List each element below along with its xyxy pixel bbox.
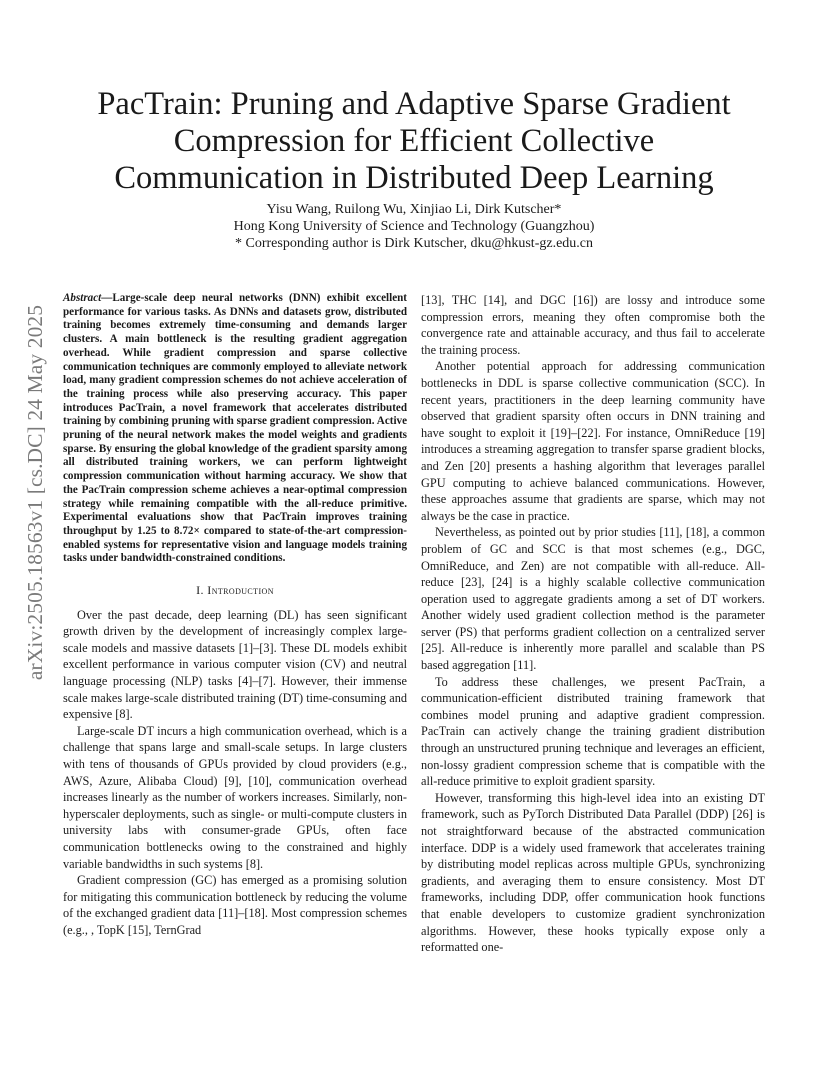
- paragraph: Nevertheless, as pointed out by prior studies [11], [18], a common problem of GC and SCC is that most schemes (e.g., DGC, OmniReduce, and Zen) are not compatible with all-reduce. All-reduce [23], [24] is a highly scalable collective communication operation used to aggregate gradients among a set of DT workers. Another widely used gradient collection method is the parameter server (PS) that performs gradient collection on a centralized server [25]. All-reduce is inherently more parallel and scalable than PS based aggregation [11].: [421, 525, 765, 673]
- paragraph: Another potential approach for addressing communication bottlenecks in DDL is sparse collective communication (SCC). In recent years, practitioners in the deep learning community have observed that gradient sparsity often occurs in DNN training and have sought to exploit it [19]–[22]. For instance, OmniReduce [19] introduces a streaming aggregation to transfer sparse gradient blocks, and Zen [20] presents a hashing algorithm that leverages parallel GPU computing to achieve balanced communications. However, these approaches assume that gradients are sparse, which may not always be the case in practice.: [421, 359, 765, 523]
- section-heading-introduction: I. Introduction: [196, 583, 274, 598]
- right-column: [421, 292, 765, 956]
- left-column: [63, 292, 407, 939]
- paragraph: To address these challenges, we present PacTrain, a communication-efficient distributed training framework that combines model pruning and adaptive gradient compression. PacTrain can actively change the training gradient distribution through an unstructured pruning technique and leverages an efficient, non-lossy gradient compression scheme that is compatible with the all-reduce primitive to exploit gradient sparsity.: [421, 674, 765, 789]
- paragraph: [13], THC [14], and DGC [16]) are lossy and introduce some compression errors, meaning they often compromise both the convergence rate and attainable accuracy, and thus fail to accelerate the training process.: [421, 293, 765, 357]
- paragraph: Gradient compression (GC) has emerged as a promising solution for mitigating this communication bottleneck by reducing the volume of the exchanged gradient data [11]–[18]. Most compression schemes (e.g., , TopK [15], TernGrad: [63, 873, 407, 937]
- arxiv-identifier-stamp: [22, 295, 50, 690]
- title-line: PacTrain: Pruning and Adaptive Sparse Gradient: [97, 85, 731, 122]
- arxiv-identifier-text: arXiv:2505.18563v1 [cs.DC] 24 May 2025: [23, 304, 48, 681]
- author-names: Yisu Wang, Ruilong Wu, Xinjiao Li, Dirk Kutscher*: [266, 202, 562, 217]
- paper-title: [60, 86, 768, 197]
- abstract-label: Abstract: [63, 292, 102, 304]
- author-affiliation: Hong Kong University of Science and Technology (Guangzhou): [233, 219, 595, 234]
- title-line: Compression for Efficient Collective: [173, 122, 655, 159]
- author-block: [60, 201, 768, 252]
- paragraph: Large-scale DT incurs a high communication overhead, which is a challenge that spans large and small-scale setups. In large clusters with tens of thousands of GPUs provided by cloud providers (e.g., AWS, Azure, Alibaba Cloud) [9], [10], communication overhead increases linearly as the number of workers increases. Similarly, non-hyperscaler deployments, such as single- or multi-compute clusters in university labs with consumer-grade GPUs, often face communication bottlenecks owing to the constrained and highly variable bandwidths in such systems [8].: [63, 723, 407, 871]
- corresponding-author-note: * Corresponding author is Dirk Kutscher, dku@hkust-gz.edu.cn: [235, 236, 593, 251]
- title-line: Communication in Distributed Deep Learning: [114, 159, 714, 196]
- paragraph: However, transforming this high-level idea into an existing DT framework, such as PyTorch Distributed Data Parallel (DDP) [26] is not straightforward because of the abstracted communication interface. DDP is a widely used framework that accelerates training by distributing model replicas across multiple GPUs, synchronizing gradients, and averaging them to ensure consistency. Most DT frameworks, including DDP, offer communication hook functions that enable developers to customize gradient synchronization algorithms. However, these hooks typically expose only a reformatted one-: [421, 790, 765, 955]
- abstract: [63, 292, 407, 566]
- paragraph: Over the past decade, deep learning (DL) has seen significant growth driven by the development of increasingly complex large-scale models and massive datasets [1]–[3]. These DL models exhibit excellent performance in various computer vision (CV) and neutral language processing (NLP) tasks [4]–[7]. However, their immense scale makes large-scale distributed training (DT) time-consuming and expensive [8].: [63, 607, 407, 722]
- abstract-text: —Large-scale deep neural networks (DNN) exhibit excellent performance for various tasks. As DNNs and datasets grow, distributed training becomes extremely time-consuming and demands larger clusters. A main bottleneck is the resulting gradient aggregation overhead. While gradient compression and sparse collective communication techniques are commonly employed to alleviate network load, many gradient compression schemes do not achieve acceleration of the training process while also preserving accuracy. This paper introduces PacTrain, a novel framework that accelerates distributed training by combining pruning with sparse gradient compression. Active pruning of the neural network makes the model weights and gradients sparse. By ensuring the global knowledge of the gradient sparsity among all distributed training workers, we can perform lightweight compression communication without harming accuracy. We show that the PacTrain compression scheme achieves a near-optimal compression strategy while remaining compatible with the all-reduce primitive. Experimental evaluations show that PacTrain improves training throughput by 1.25 to 8.72× compared to state-of-the-art compression-enabled systems for representative vision and language models training tasks under bandwidth-constrained conditions.: [63, 292, 407, 565]
